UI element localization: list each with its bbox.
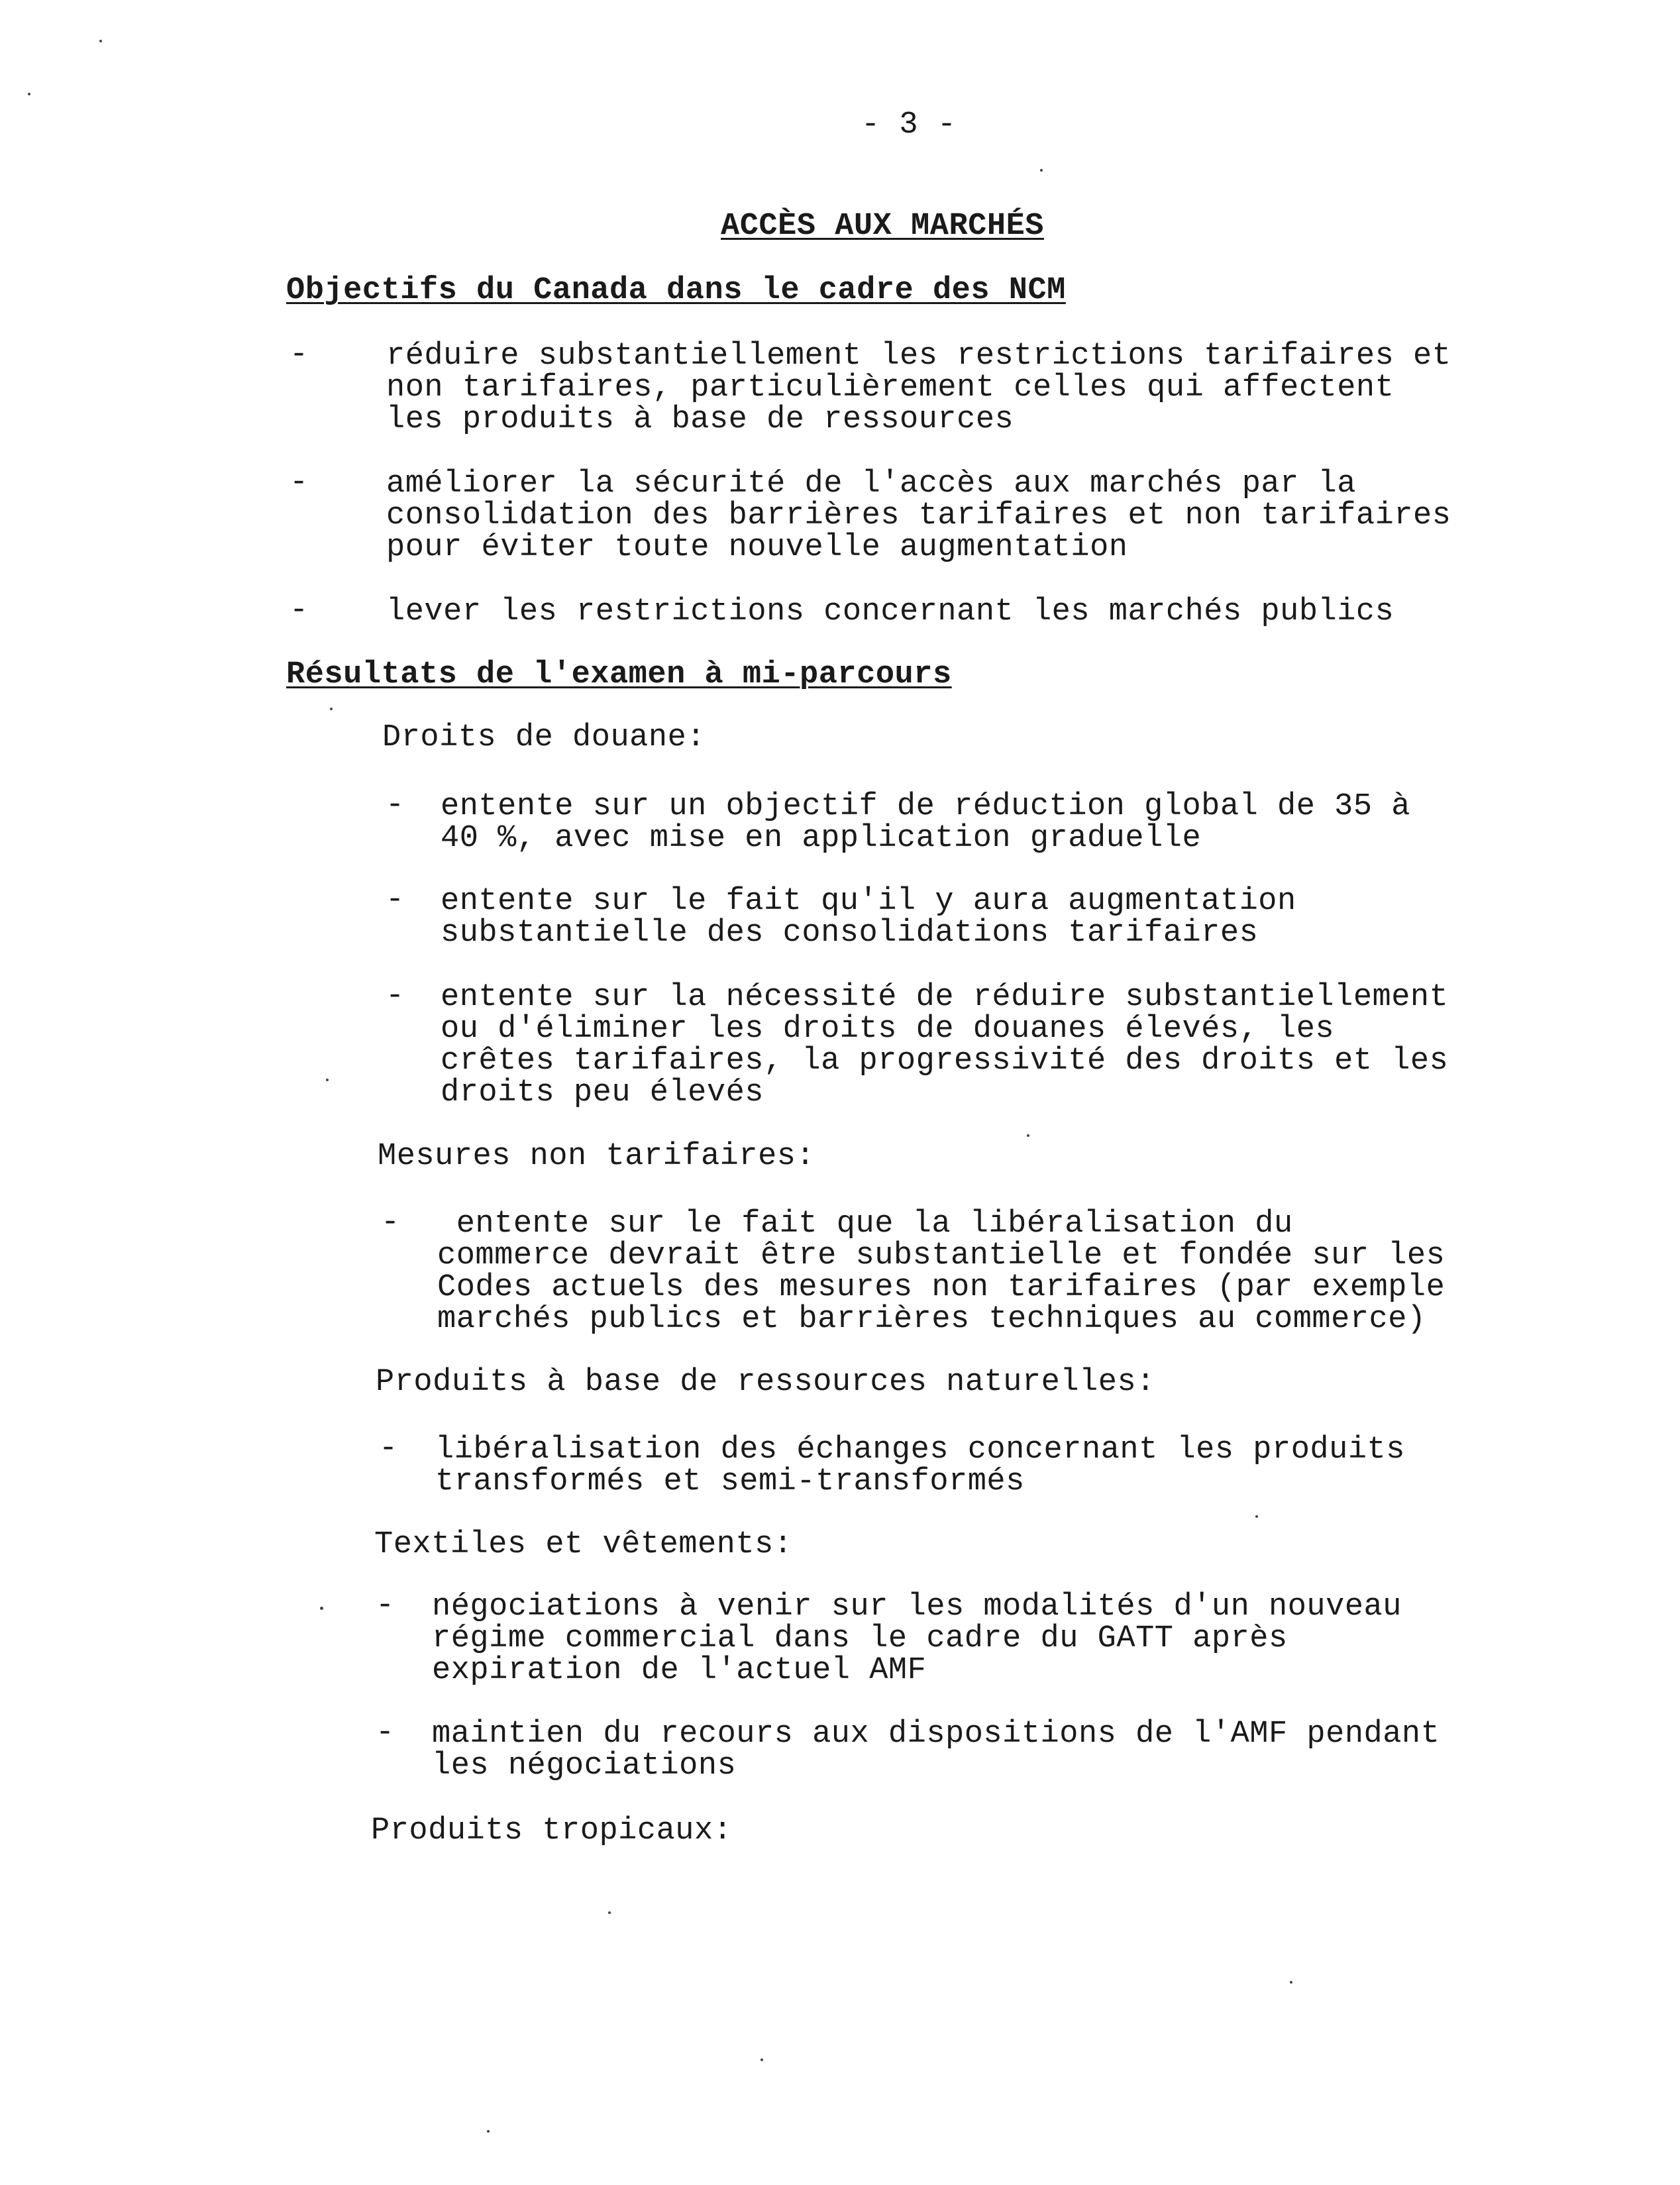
scan-speck: [99, 40, 102, 42]
objective-2-line-2: consolidation des barrières tarifaires et non tarifaires: [386, 498, 1451, 533]
textiles-item-1-line-3: expiration de l'actuel AMF: [432, 1653, 927, 1688]
objective-1-line-1: réduire substantiellement les restrictions tarifaires et: [386, 339, 1451, 374]
customs-item-3-line-3: crêtes tarifaires, la progressivité des droits et les: [441, 1043, 1449, 1079]
scan-speck: [1290, 1981, 1292, 1984]
scan-speck: [1040, 169, 1043, 172]
bullet-dash: -: [386, 788, 405, 823]
scan-speck: [28, 93, 30, 95]
objective-1-line-3: les produits à base de ressources: [386, 402, 1014, 437]
subheading-textiles: Textiles et vêtements:: [374, 1527, 793, 1562]
page-title: ACCÈS AUX MARCHÉS: [721, 209, 1044, 244]
scan-speck: [320, 1607, 323, 1610]
customs-item-2-line-2: substantielle des consolidations tarifaires: [441, 916, 1259, 951]
scan-speck: [1255, 1515, 1258, 1518]
bullet-dash: -: [289, 337, 309, 372]
textiles-item-2-line-2: les négociations: [432, 1748, 737, 1784]
resources-item-1-line-2: transformés et semi-transformés: [435, 1464, 1025, 1499]
scan-speck: [608, 1911, 611, 1914]
scan-speck: [487, 2130, 490, 2133]
subheading-customs-duties: Droits de douane:: [382, 720, 706, 755]
bullet-dash: -: [289, 593, 309, 628]
subheading-non-tariff: Mesures non tarifaires:: [378, 1139, 815, 1174]
objective-1-line-2: non tarifaires, particulièrement celles qui affectent: [386, 370, 1394, 405]
bullet-dash: -: [376, 1588, 395, 1623]
customs-item-2-line-1: entente sur le fait qu'il y aura augmentation: [441, 884, 1296, 919]
nontariff-item-1-line-3: Codes actuels des mesures non tarifaires (par exemple: [437, 1270, 1445, 1305]
bullet-dash: -: [381, 1205, 400, 1240]
nontariff-item-1-line-2: commerce devrait être substantielle et fondée sur les: [437, 1238, 1445, 1273]
scan-speck: [761, 2058, 763, 2061]
customs-item-3-line-1: entente sur la nécessité de réduire substantiellement: [441, 980, 1449, 1015]
objective-3-line-1: lever les restrictions concernant les marchés publics: [386, 594, 1394, 629]
bullet-dash: -: [289, 465, 309, 500]
customs-item-3-line-2: ou d'éliminer les droits de douanes élevés, les: [441, 1012, 1335, 1047]
objectives-heading: Objectifs du Canada dans le cadre des NCM: [286, 273, 1066, 308]
bullet-dash: -: [386, 979, 405, 1014]
scan-speck: [330, 708, 333, 710]
bullet-dash: -: [386, 882, 405, 918]
textiles-item-1-line-2: régime commercial dans le cadre du GATT après: [432, 1621, 1288, 1656]
nontariff-item-1-line-1: entente sur le fait que la libéralisation du: [437, 1206, 1293, 1242]
textiles-item-1-line-1: négociations à venir sur les modalités d'un nouveau: [432, 1589, 1402, 1625]
subheading-natural-resources: Produits à base de ressources naturelles:: [376, 1365, 1155, 1400]
objective-2-line-3: pour éviter toute nouvelle augmentation: [386, 530, 1128, 565]
customs-item-1-line-1: entente sur un objectif de réduction global de 35 à: [441, 789, 1410, 824]
scan-speck: [1027, 1134, 1029, 1137]
scan-speck: [326, 1079, 329, 1081]
results-heading: Résultats de l'examen à mi-parcours: [286, 657, 952, 692]
resources-item-1-line-1: libéralisation des échanges concernant les produits: [435, 1432, 1405, 1467]
subheading-tropical-products: Produits tropicaux:: [371, 1813, 733, 1848]
nontariff-item-1-line-4: marchés publics et barrières techniques au commerce): [437, 1302, 1426, 1337]
bullet-dash: -: [379, 1431, 398, 1466]
page-number: - 3 -: [861, 107, 957, 142]
customs-item-3-line-4: droits peu élevés: [441, 1075, 764, 1110]
textiles-item-2-line-1: maintien du recours aux dispositions de l'AMF pendant: [432, 1717, 1440, 1752]
objective-2-line-1: améliorer la sécurité de l'accès aux marchés par la: [386, 466, 1356, 502]
customs-item-1-line-2: 40 %, avec mise en application graduelle: [441, 821, 1202, 856]
bullet-dash: -: [376, 1715, 395, 1750]
